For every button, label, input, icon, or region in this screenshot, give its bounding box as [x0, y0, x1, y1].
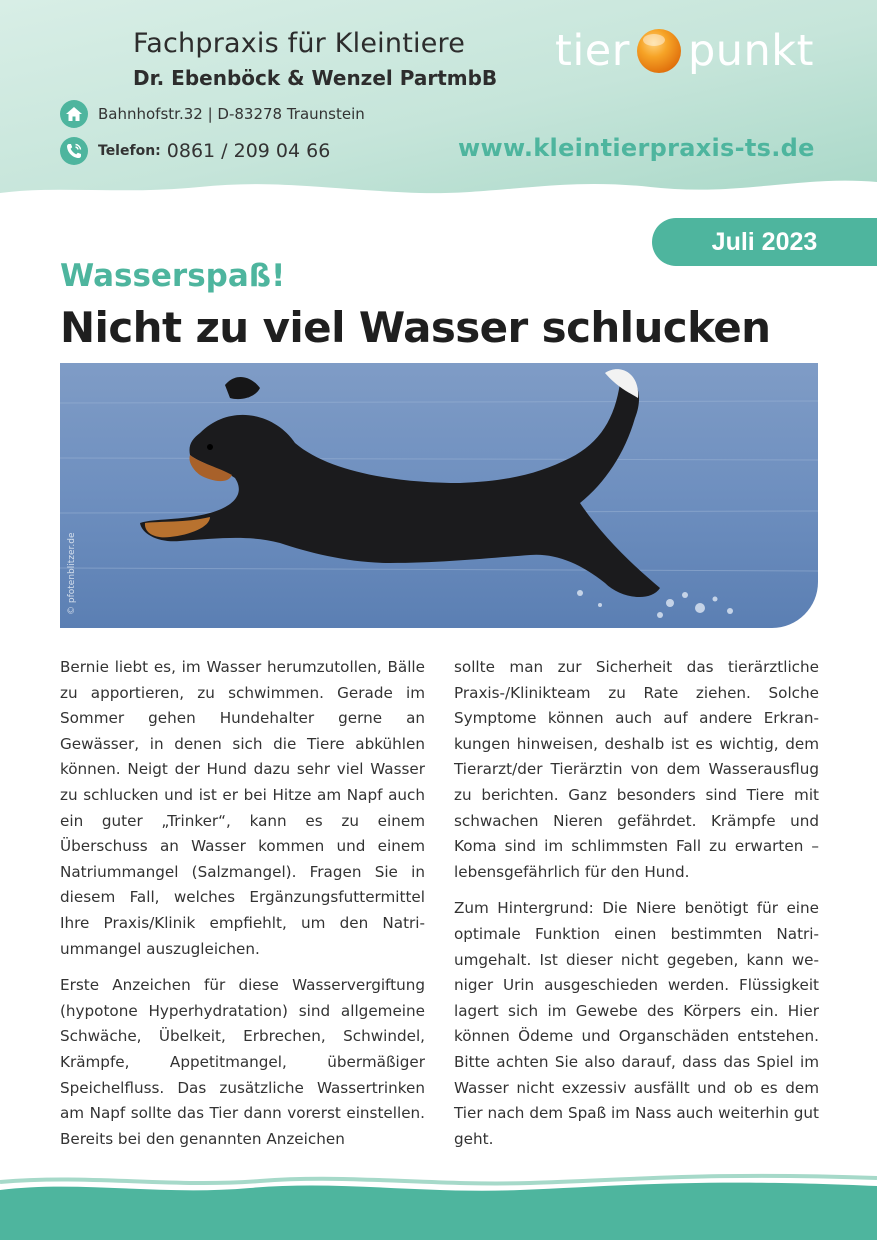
article-column-right	[454, 655, 819, 1163]
orange-ball-icon	[634, 26, 684, 76]
issue-date: Juli 2023	[711, 228, 818, 256]
logo-word-right: punkt	[687, 26, 815, 76]
date-tab	[652, 218, 877, 266]
practice-owners: Dr. Ebenböck & Wenzel PartmbB	[133, 66, 498, 90]
practice-name: Fachpraxis für Kleintiere	[133, 28, 466, 59]
paragraph: Erste Anzeichen für diese Wasservergiftung (hypotone Hyperhydratation) sind allgemeine Schwäche, Übelkeit, Erbrechen, Schwindel, Krämpfe, Appetitmangel, übermäßiger Speichelfluss. Das zusätzliche Wassertrinken am Napf sollte das Tier dann vorerst einstellen. Bereits bei den genannten Anzeichen	[60, 976, 425, 1148]
paragraph: Bernie liebt es, im Wasser herumzutollen, Bälle zu apportieren, zu schwimmen. Gerade im Sommer gehen Hundehalter gerne an Gewässer, in denen sich die Tiere abkühlen können. Neigt der Hund dazu sehr viel Wasser zu schlucken und ist er bei Hitze am Napf auch ein guter „Trinker“, kann es zu einem Überschuss an Wasser kommen und einem Natriummangel (Salzmangel). Fragen Sie in diesem Fall, welches Ergänzungsfuttermittel Ihre Praxis/Klinik empfiehlt, um den Natriummangel auszugleichen.	[60, 658, 425, 958]
footer-wave	[0, 1160, 877, 1240]
website-link[interactable]: www.kleintierpraxis-ts.de	[458, 134, 815, 162]
paragraph: Zum Hintergrund: Die Niere benötigt für eine optimale Funktion einen bestimmten Natriumgehalt. Ist dieser nicht gegeben, kann weniger Urin ausgeschieden werden. Flüssigkeit lagert sich im Gewebe des Körpers ein. Hier können Ödeme und Organschäden entstehen. Bitte achten Sie also darauf, dass das Spiel im Wasser nicht exzessiv ausfällt und ob es dem Tier nach dem Spaß im Nass auch weiterhin gut geht.	[454, 899, 819, 1148]
phone-icon	[60, 137, 88, 165]
phone-label: Telefon:	[98, 143, 161, 159]
phone-number: 0861 / 209 04 66	[166, 140, 331, 162]
article-column-left	[60, 655, 425, 1163]
photo-credit: © pfotenblitzer.de	[67, 532, 77, 615]
article-kicker: Wasserspaß!	[60, 258, 286, 294]
paragraph: sollte man zur Sicherheit das tierärztliche Praxis-/Klinikteam zu Rate ziehen. Solche Symptome können auch auf andere Erkrankungen hinweisen, deshalb ist es wichtig, dem Tierarzt/der Tierärztin von dem Wasserausflug zu berichten. Ganz besonders sind Tiere mit schwachen Nieren gefährdet. Krämpfe und Koma sind im schlimmsten Fall zu erwarten – lebensgefährlich für den Hund.	[454, 658, 819, 881]
home-icon	[60, 100, 88, 128]
tierpunkt-logo	[555, 26, 814, 76]
phone-row	[60, 137, 330, 165]
address-row	[60, 100, 365, 128]
logo-word-left: tier	[555, 26, 630, 76]
article-headline: Nicht zu viel Wasser schlucken	[60, 303, 771, 352]
address-text: Bahnhofstr.32 | D-83278 Traunstein	[98, 105, 365, 123]
article-photo	[60, 363, 818, 628]
